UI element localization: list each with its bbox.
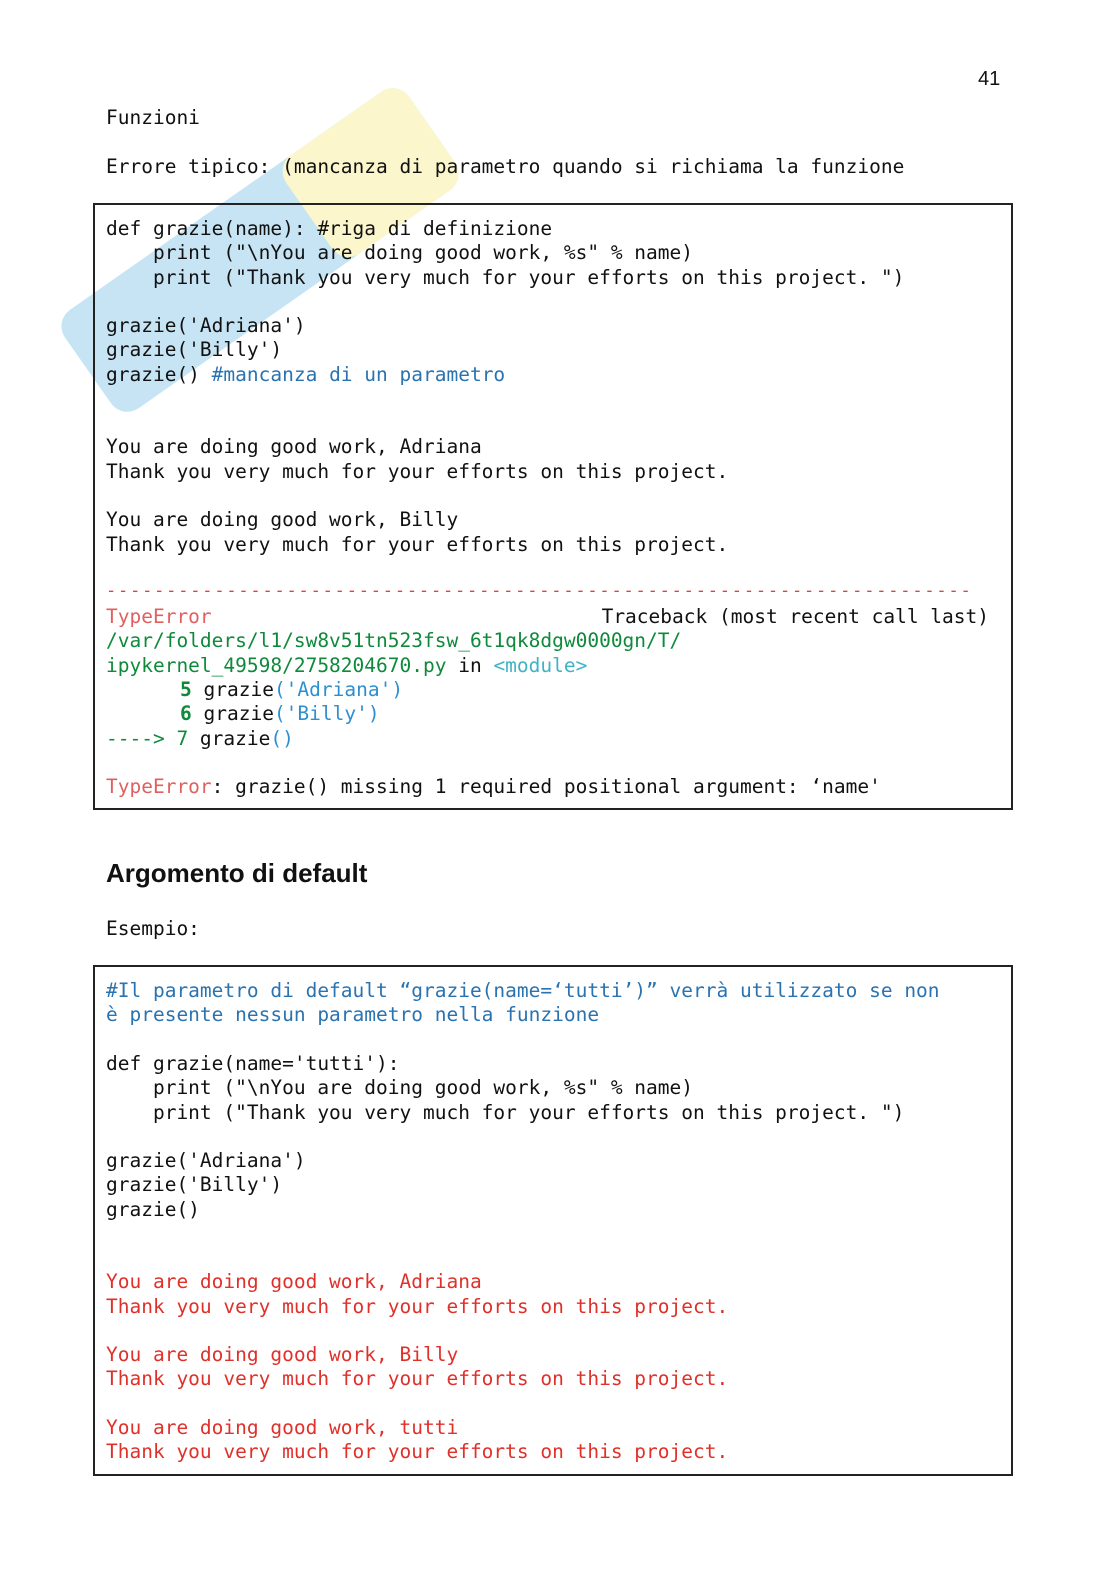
traceback-file: ipykernel_49598/2758204670.py — [106, 654, 447, 677]
output-line: Thank you very much for your efforts on this project. — [106, 460, 729, 483]
traceback-error-type: TypeError — [106, 605, 212, 628]
code-call-line — [106, 363, 505, 387]
output-line: Thank you very much for your efforts on this project. — [106, 1440, 729, 1463]
final-error-message: : grazie() missing 1 required positional argument: ‘name' — [211, 775, 881, 798]
traceback-context-line — [180, 702, 380, 726]
code-call-line: grazie() — [106, 1198, 200, 1221]
section-heading-default-argument: Argomento di default — [106, 858, 368, 888]
code-block-missing-parameter — [93, 203, 1013, 810]
output-line: You are doing good work, Billy — [106, 1343, 459, 1366]
traceback-path: /var/folders/l1/sw8v51tn523fsw_6t1qk8dgw0000gn/T/ — [106, 629, 682, 652]
output-line: You are doing good work, tutti — [106, 1416, 459, 1439]
output-line: You are doing good work, Adriana — [106, 1270, 482, 1293]
code-print-line: print ("\nYou are doing good work, %s" % name) — [106, 1076, 693, 1099]
call-code: grazie() — [106, 363, 212, 386]
line-code: grazie — [188, 727, 271, 750]
code-call-line: grazie('Adriana') — [106, 314, 306, 337]
traceback-header-line — [106, 605, 212, 629]
final-error-line — [106, 775, 881, 799]
code-print-line: print ("Thank you very much for your efforts on this project. ") — [106, 1101, 905, 1124]
code-comment: è presente nessun parametro nella funzione — [106, 1003, 600, 1026]
traceback-error-line — [106, 727, 294, 751]
line-args: ('Billy') — [273, 702, 380, 725]
code-print-line: print ("\nYou are doing good work, %s" % name) — [106, 241, 693, 264]
line-code: grazie — [191, 678, 274, 701]
page-number: 41 — [978, 68, 1001, 90]
traceback-in: in — [446, 654, 494, 677]
output-line: You are doing good work, Adriana — [106, 435, 482, 458]
code-comment: #Il parametro di default “grazie(name=‘tutti’)” verrà utilizzato se non — [106, 979, 940, 1002]
output-line: Thank you very much for your efforts on this project. — [106, 1295, 729, 1318]
error-arrow: ----> 7 — [106, 727, 189, 750]
output-line: Thank you very much for your efforts on this project. — [106, 533, 729, 556]
traceback-context-line — [180, 678, 403, 702]
final-error-type: TypeError — [106, 775, 212, 798]
code-def-line: def grazie(name): #riga di definizione — [106, 217, 553, 240]
line-number: 6 — [180, 702, 192, 725]
traceback-header: Traceback (most recent call last) — [601, 605, 989, 628]
line-code: grazie — [191, 702, 274, 725]
example-label: Esempio: — [106, 917, 200, 940]
traceback-separator: ------------------------------------------------------------------------ — [106, 581, 973, 601]
output-line: You are doing good work, Billy — [106, 508, 459, 531]
line-number: 5 — [180, 678, 192, 701]
code-comment: #mancanza di un parametro — [211, 363, 506, 386]
section-title-funzioni: Funzioni — [106, 106, 200, 129]
code-print-line: print ("Thank you very much for your efforts on this project. ") — [106, 266, 905, 289]
traceback-module: <module> — [493, 654, 588, 677]
traceback-path-line — [106, 654, 587, 678]
code-def-line: def grazie(name='tutti'): — [106, 1052, 400, 1075]
code-block-default-argument — [93, 965, 1013, 1476]
line-args: ('Adriana') — [273, 678, 404, 701]
output-line: Thank you very much for your efforts on this project. — [106, 1367, 729, 1390]
code-call-line: grazie('Adriana') — [106, 1149, 306, 1172]
typical-error-caption: Errore tipico: (mancanza di parametro quando si richiama la funzione — [106, 155, 905, 178]
code-call-line: grazie('Billy') — [106, 1173, 283, 1196]
line-args: () — [270, 727, 294, 750]
code-call-line: grazie('Billy') — [106, 338, 283, 361]
